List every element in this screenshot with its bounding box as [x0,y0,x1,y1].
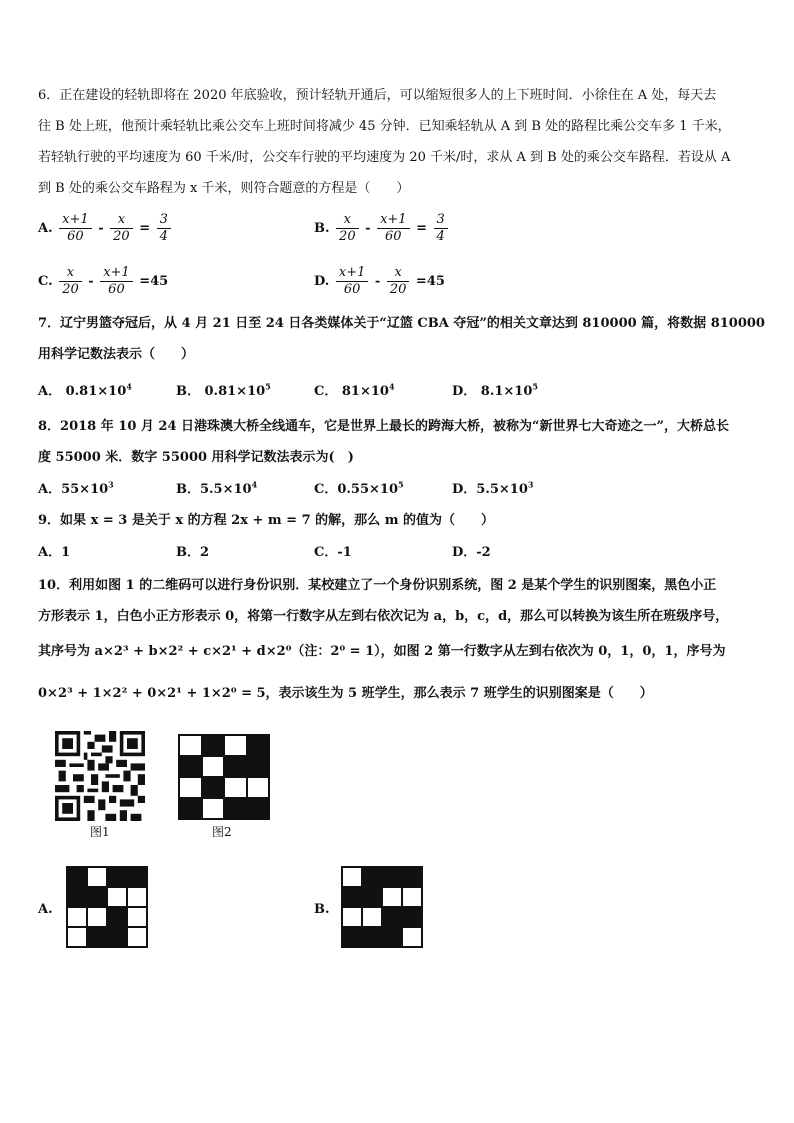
q7-option-b[interactable]: B． $0.81\times 10^5$ [176,381,271,399]
q8-option-d[interactable]: D．$5.5\times 10^3$ [452,479,534,497]
q9-option-c[interactable]: C．-1 [314,545,352,560]
q9-option-d[interactable]: D．-2 [452,545,491,560]
q7-option-d[interactable]: D． $8.1\times 10^5$ [452,381,538,399]
q9-line1: 9．如果 x = 3 是关于 x 的方程 2x + m = 7 的解，那么 m 的值为（ ） [38,513,494,528]
q6-line2: 往 B 处上班，他预计乘轻轨比乘公交车上班时间将减少 45 分钟．已知乘轻轨从 A 到 B 处的路程比乘公交车多 1 千米， [38,119,731,134]
q7-option-a[interactable]: A． $0.81\times 10^4$ [38,381,132,399]
q8-option-b[interactable]: B．$5.5\times 10^4$ [176,479,258,497]
q8-line2: 度 55000 米．数字 55000 用科学记数法表示为( ) [38,450,354,465]
q9-option-a[interactable]: A．1 [38,545,71,560]
qr-code-figure [54,731,146,821]
q7-option-c[interactable]: C． $81\times 10^4$ [314,381,395,399]
q8-option-a[interactable]: A．$55\times 10^3$ [38,479,114,497]
q10-line3: 其序号为 a×2³ + b×2² + c×2¹ + d×2⁰（注：2⁰ = 1），如图 2 第一行数字从左到右依次为 0，1，0，1，序号为 [38,644,726,659]
q10-option-b-label[interactable]: B. [314,902,330,917]
q6-option-a[interactable]: A. $\frac{x+1}{60}$ - $\frac{x}{20}$ = $\frac{3}{4}$ [38,212,173,245]
q8-option-c[interactable]: C．$0.55\times 10^5$ [314,479,404,497]
q9-option-b[interactable]: B．2 [176,545,210,560]
q10-line2: 方形表示 1，白色小正方形表示 0，将第一行数字从左到右依次记为 a，b，c，d，那么可以转换为该生所在班级序号， [38,609,729,624]
q6-option-c[interactable]: C. $\frac{x}{20}$ - $\frac{x+1}{60}$ =45 [38,265,169,297]
q7-line1: 7．辽宁男篮夺冠后，从 4 月 21 日至 24 日各类媒体关于“辽篮 CBA 夺冠”的相关文章达到 810000 篇，将数据 810000 [38,316,765,331]
q10-option-a-label[interactable]: A. [38,902,53,917]
q10-line4: 0×2³ + 1×2² + 0×2¹ + 1×2⁰ = 5，表示该生为 5 班学生，那么表示 7 班学生的识别图案是（ ） [38,686,653,701]
q6-line1: 6．正在建设的轻轨即将在 2020 年底验收，预计轻轨开通后，可以缩短很多人的上下班时间．小徐住在 A 处，每天去 [38,88,717,103]
q10-option-b-pattern[interactable] [341,866,423,948]
figure-1-caption: 图1 [90,825,110,839]
figure-2-pattern [178,734,270,820]
q6-option-d[interactable]: D. $\frac{x+1}{60}$ - $\frac{x}{20}$ =45 [314,265,445,297]
figure-2-caption: 图2 [212,825,232,839]
q10-option-a-pattern[interactable] [66,866,148,948]
q6-line4: 到 B 处的乘公交车路程为 x 千米，则符合题意的方程是（ ） [38,181,410,196]
q10-line1: 10．利用如图 1 的二维码可以进行身份识别．某校建立了一个身份识别系统，图 2 是某个学生的识别图案，黑色小正 [38,578,717,593]
q8-line1: 8．2018 年 10 月 24 日港珠澳大桥全线通车，它是世界上最长的跨海大桥，被称为“新世界七大奇迹之一”，大桥总长 [38,419,729,434]
q6-line3: 若轻轨行驶的平均速度为 60 千米/时，公交车行驶的平均速度为 20 千米/时，求从 A 到 B 处的乘公交车路程．若设从 A [38,150,731,165]
q6-option-b[interactable]: B. $\frac{x}{20}$ - $\frac{x+1}{60}$ = $\frac{3}{4}$ [314,212,450,245]
q7-line2: 用科学记数法表示（ ） [38,347,195,362]
